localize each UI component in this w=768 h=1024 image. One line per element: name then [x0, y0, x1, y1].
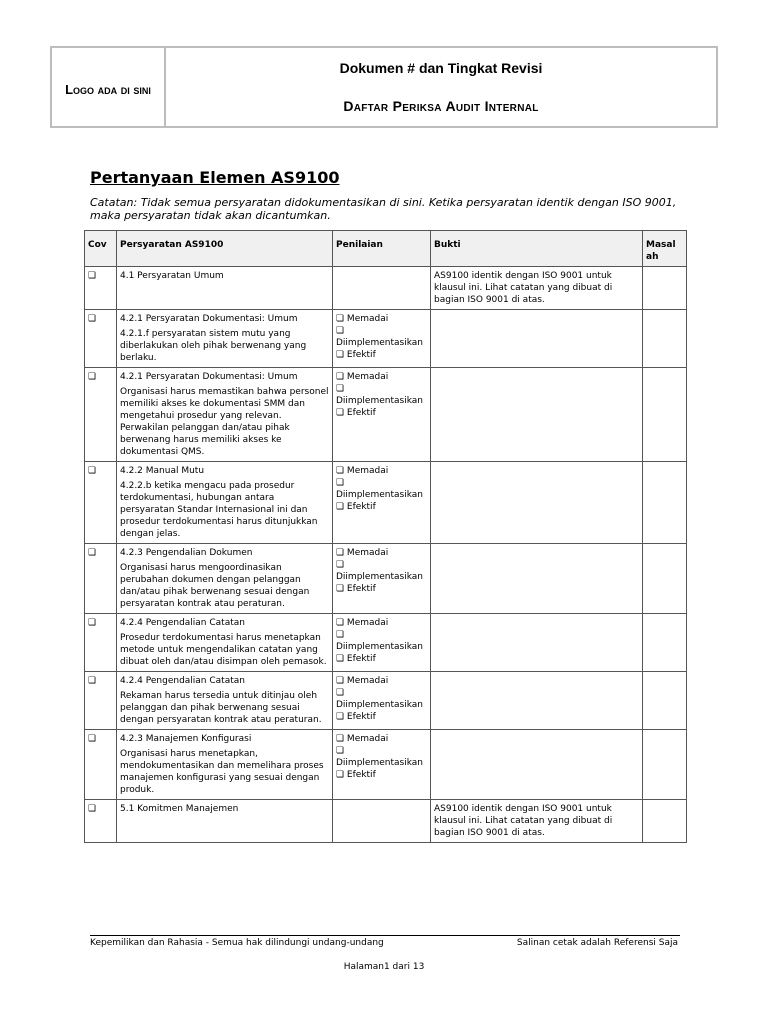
- requirement-cell: [117, 368, 333, 462]
- rating-option-checkbox[interactable]: ❏ Efektif: [336, 502, 376, 512]
- rating-cell: [333, 800, 431, 843]
- rating-option-checkbox[interactable]: ❏ Diimplementasikan: [336, 384, 423, 406]
- coverage-checkbox[interactable]: ❏: [88, 804, 97, 814]
- header-evidence: Bukti: [431, 231, 643, 267]
- coverage-cell: [85, 267, 117, 310]
- rating-option-checkbox[interactable]: ❏ Memadai: [336, 314, 389, 324]
- rating-option-checkbox[interactable]: ❏ Memadai: [336, 548, 389, 558]
- rating-option-checkbox[interactable]: ❏ Diimplementasikan: [336, 560, 423, 582]
- evidence-cell[interactable]: [431, 368, 643, 462]
- page-number: Halaman1 dari 13: [343, 962, 425, 972]
- table-row: [85, 462, 687, 544]
- rating-cell: [333, 672, 431, 730]
- requirement-cell: [117, 614, 333, 672]
- requirement-title: 4.2.4 Pengendalian Catatan: [120, 618, 245, 628]
- requirement-cell: [117, 672, 333, 730]
- rating-option-checkbox[interactable]: ❏ Memadai: [336, 618, 389, 628]
- coverage-checkbox[interactable]: ❏: [88, 314, 97, 324]
- table-row: [85, 800, 687, 843]
- rating-cell: [333, 310, 431, 368]
- requirement-text: Organisasi harus mengoordinasikan perubahan dokumen dengan pelanggan dan/atau pihak berwenang sesuai dengan persyaratan kontrak atau peraturan.: [120, 563, 310, 609]
- table-row: [85, 730, 687, 800]
- coverage-cell: [85, 462, 117, 544]
- requirement-text: 4.2.1.f persyaratan sistem mutu yang diberlakukan oleh pihak berwenang yang berlaku.: [120, 329, 307, 363]
- coverage-cell: [85, 368, 117, 462]
- rating-option-checkbox[interactable]: ❏ Diimplementasikan: [336, 688, 423, 710]
- requirement-title: 4.2.1 Persyaratan Dokumentasi: Umum: [120, 314, 298, 324]
- coverage-cell: [85, 310, 117, 368]
- requirement-title: 4.2.1 Persyaratan Dokumentasi: Umum: [120, 372, 298, 382]
- coverage-cell: [85, 614, 117, 672]
- evidence-cell[interactable]: AS9100 identik dengan ISO 9001 untuk klausul ini. Lihat catatan yang dibuat di bagian ISO 9001 di atas.: [431, 800, 643, 843]
- evidence-cell[interactable]: [431, 672, 643, 730]
- table-row: [85, 544, 687, 614]
- requirement-cell: [117, 544, 333, 614]
- table-body: [85, 267, 687, 843]
- section-title: Pertanyaan Elemen AS9100: [90, 168, 340, 187]
- coverage-cell: [85, 544, 117, 614]
- audit-checklist-table: [84, 230, 687, 843]
- issue-cell[interactable]: [643, 544, 687, 614]
- rating-option-checkbox[interactable]: ❏ Memadai: [336, 676, 389, 686]
- rating-option-checkbox[interactable]: ❏ Diimplementasikan: [336, 478, 423, 500]
- rating-option-checkbox[interactable]: ❏ Efektif: [336, 712, 376, 722]
- document-title: Daftar Periksa Audit Internal: [343, 98, 539, 114]
- table-row: [85, 310, 687, 368]
- requirement-text: Rekaman harus tersedia untuk ditinjau oleh pelanggan dan pihak berwenang sesuai dengan persyaratan kontrak atau peraturan.: [120, 691, 322, 725]
- requirement-title: 4.2.2 Manual Mutu: [120, 466, 205, 476]
- coverage-checkbox[interactable]: ❏: [88, 548, 97, 558]
- rating-cell: [333, 267, 431, 310]
- rating-option-checkbox[interactable]: ❏ Efektif: [336, 408, 376, 418]
- issue-cell[interactable]: [643, 368, 687, 462]
- rating-option-checkbox[interactable]: ❏ Efektif: [336, 654, 376, 664]
- rating-option-checkbox[interactable]: ❏ Diimplementasikan: [336, 746, 423, 768]
- footer-confidentiality: Kepemilikan dan Rahasia - Semua hak dilindungi undang-undang: [90, 938, 384, 948]
- requirement-text: 4.2.2.b ketika mengacu pada prosedur terdokumentasi, hubungan antara persyaratan Standar Internasional ini dan prosedur terdokumentasi harus ditunjukkan dengan jelas.: [120, 481, 318, 539]
- rating-cell: [333, 368, 431, 462]
- rating-option-checkbox[interactable]: ❏ Memadai: [336, 734, 389, 744]
- footer-divider: [90, 935, 680, 936]
- rating-option-checkbox[interactable]: ❏ Memadai: [336, 372, 389, 382]
- evidence-cell[interactable]: [431, 310, 643, 368]
- requirement-cell: [117, 730, 333, 800]
- coverage-checkbox[interactable]: ❏: [88, 676, 97, 686]
- rating-option-checkbox[interactable]: ❏ Efektif: [336, 350, 376, 360]
- logo-placeholder: [52, 48, 166, 126]
- document-number: Dokumen # dan Tingkat Revisi: [339, 60, 543, 76]
- document-header: [50, 46, 718, 128]
- rating-cell: [333, 462, 431, 544]
- requirement-title: 4.1 Persyaratan Umum: [120, 271, 224, 281]
- table-row: [85, 614, 687, 672]
- coverage-checkbox[interactable]: ❏: [88, 372, 97, 382]
- requirement-text: Organisasi harus memastikan bahwa personel memiliki akses ke dokumentasi SMM dan mengetahui prosedur yang relevan. Perwakilan pelanggan dan/atau pihak berwenang harus memiliki akses ke dokumentasi QMS.: [120, 387, 329, 457]
- requirement-cell: [117, 800, 333, 843]
- requirement-title: 4.2.3 Manajemen Konfigurasi: [120, 734, 252, 744]
- table-header-row: [85, 231, 687, 267]
- rating-cell: [333, 544, 431, 614]
- logo-text: Logo ada di sini: [65, 81, 151, 97]
- header-issue: Masal ah: [643, 231, 687, 267]
- table-row: [85, 368, 687, 462]
- issue-cell[interactable]: [643, 730, 687, 800]
- requirement-text: Organisasi harus menetapkan, mendokumentasikan dan memelihara proses manajemen konfigurasi yang sesuai dengan produk.: [120, 749, 324, 795]
- coverage-cell: [85, 730, 117, 800]
- coverage-checkbox[interactable]: ❏: [88, 466, 97, 476]
- table-row: [85, 267, 687, 310]
- issue-cell[interactable]: [643, 267, 687, 310]
- table-row: [85, 672, 687, 730]
- coverage-cell: [85, 672, 117, 730]
- rating-option-checkbox[interactable]: ❏ Diimplementasikan: [336, 630, 423, 652]
- requirement-cell: [117, 310, 333, 368]
- issue-cell[interactable]: [643, 672, 687, 730]
- coverage-checkbox[interactable]: ❏: [88, 618, 97, 628]
- issue-cell[interactable]: [643, 310, 687, 368]
- rating-option-checkbox[interactable]: ❏ Memadai: [336, 466, 389, 476]
- evidence-cell[interactable]: [431, 544, 643, 614]
- requirement-cell: [117, 267, 333, 310]
- requirement-title: 4.2.4 Pengendalian Catatan: [120, 676, 245, 686]
- coverage-cell: [85, 800, 117, 843]
- header-rating: Penilaian: [333, 231, 431, 267]
- rating-option-checkbox[interactable]: ❏ Efektif: [336, 584, 376, 594]
- requirement-title: 5.1 Komitmen Manajemen: [120, 804, 239, 814]
- rating-option-checkbox[interactable]: ❏ Diimplementasikan: [336, 326, 423, 348]
- issue-cell[interactable]: [643, 800, 687, 843]
- footer-reference: Salinan cetak adalah Referensi Saja: [516, 938, 678, 948]
- header-requirement: Persyaratan AS9100: [117, 231, 333, 267]
- evidence-cell[interactable]: [431, 462, 643, 544]
- requirement-text: Prosedur terdokumentasi harus menetapkan metode untuk mengendalikan catatan yang dibuat oleh dan/atau disimpan oleh pemasok.: [120, 633, 327, 667]
- issue-cell[interactable]: [643, 614, 687, 672]
- header-title-cell: [166, 48, 716, 126]
- evidence-cell[interactable]: [431, 730, 643, 800]
- rating-cell: [333, 614, 431, 672]
- requirement-cell: [117, 462, 333, 544]
- coverage-checkbox[interactable]: ❏: [88, 271, 97, 281]
- rating-cell: [333, 730, 431, 800]
- issue-cell[interactable]: [643, 462, 687, 544]
- rating-option-checkbox[interactable]: ❏ Efektif: [336, 770, 376, 780]
- note-text: Catatan: Tidak semua persyaratan didokumentasikan di sini. Ketika persyaratan identik dengan ISO 9001, maka persyaratan tidak akan dicantumkan.: [90, 196, 677, 222]
- evidence-cell[interactable]: AS9100 identik dengan ISO 9001 untuk klausul ini. Lihat catatan yang dibuat di bagian ISO 9001 di atas.: [431, 267, 643, 310]
- header-cov: Cov: [85, 231, 117, 267]
- coverage-checkbox[interactable]: ❏: [88, 734, 97, 744]
- requirement-title: 4.2.3 Pengendalian Dokumen: [120, 548, 253, 558]
- evidence-cell[interactable]: [431, 614, 643, 672]
